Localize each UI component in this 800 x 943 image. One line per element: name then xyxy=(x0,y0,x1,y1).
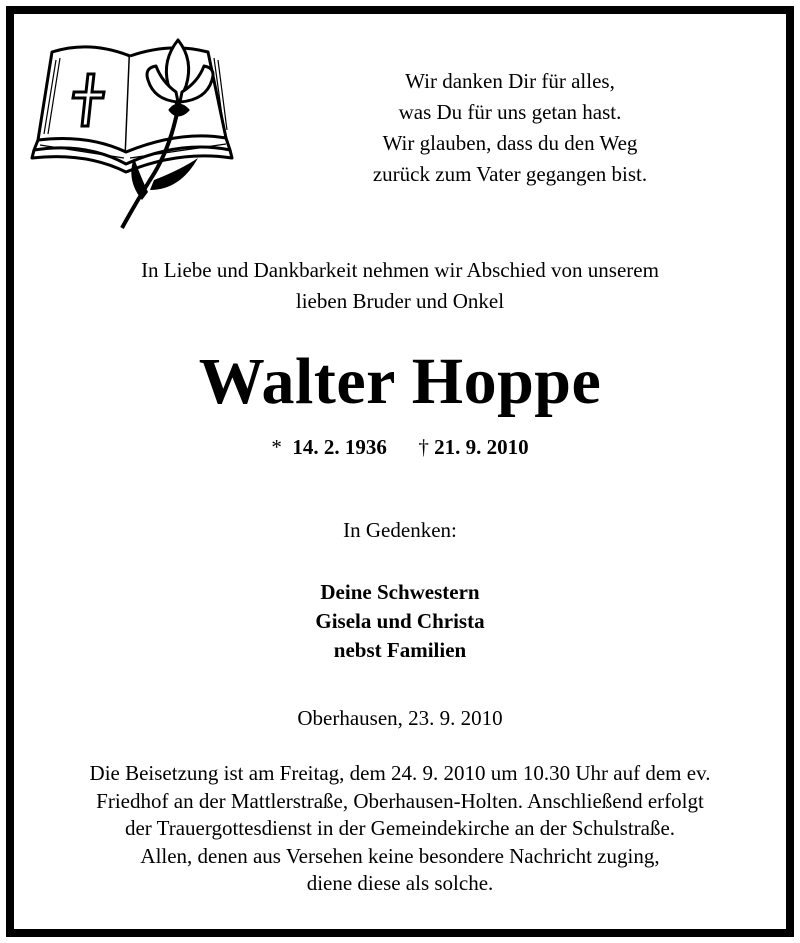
death-date: 21. 9. 2010 xyxy=(434,435,529,459)
notice-line: Friedhof an der Mattlerstraße, Oberhausen-Holten. Anschließend erfolgt xyxy=(96,788,704,813)
birth-star-icon: * xyxy=(271,435,282,459)
farewell-intro xyxy=(0,255,800,317)
notice-line: Allen, denen aus Versehen keine besondere Nachricht zuging, xyxy=(140,843,660,868)
mourner-line: nebst Familien xyxy=(333,638,467,662)
memory-label: In Gedenken: xyxy=(343,518,457,542)
verse xyxy=(300,66,720,190)
mourners xyxy=(0,578,800,665)
birth-date: 14. 2. 1936 xyxy=(292,435,387,459)
life-dates xyxy=(0,432,800,462)
intro-line: lieben Bruder und Onkel xyxy=(295,289,505,313)
notice-line: der Trauergottesdienst in der Gemeindekirche an der Schulstraße. xyxy=(124,816,676,840)
deceased-name: Walter Hoppe xyxy=(198,345,602,418)
verse-line: was Du für uns getan hast. xyxy=(398,100,622,124)
notice-line: diene diese als solche. xyxy=(306,871,494,895)
intro-line: In Liebe und Dankbarkeit nehmen wir Abschied von unserem xyxy=(141,258,659,282)
mourner-line: Gisela und Christa xyxy=(315,609,485,633)
place-date: Oberhausen, 23. 9. 2010 xyxy=(297,706,503,730)
verse-line: Wir danken Dir für alles, xyxy=(405,69,615,93)
bible-lily-icon xyxy=(30,30,240,235)
notice-line: Die Beisetzung ist am Freitag, dem 24. 9. 2010 um 10.30 Uhr auf dem ev. xyxy=(89,761,711,785)
verse-line: zurück zum Vater gegangen bist. xyxy=(372,162,648,186)
verse-line: Wir glauben, dass du den Weg xyxy=(382,131,638,155)
funeral-notice xyxy=(0,760,800,898)
death-dagger-icon: † xyxy=(418,435,429,459)
mourner-line: Deine Schwestern xyxy=(320,580,480,604)
